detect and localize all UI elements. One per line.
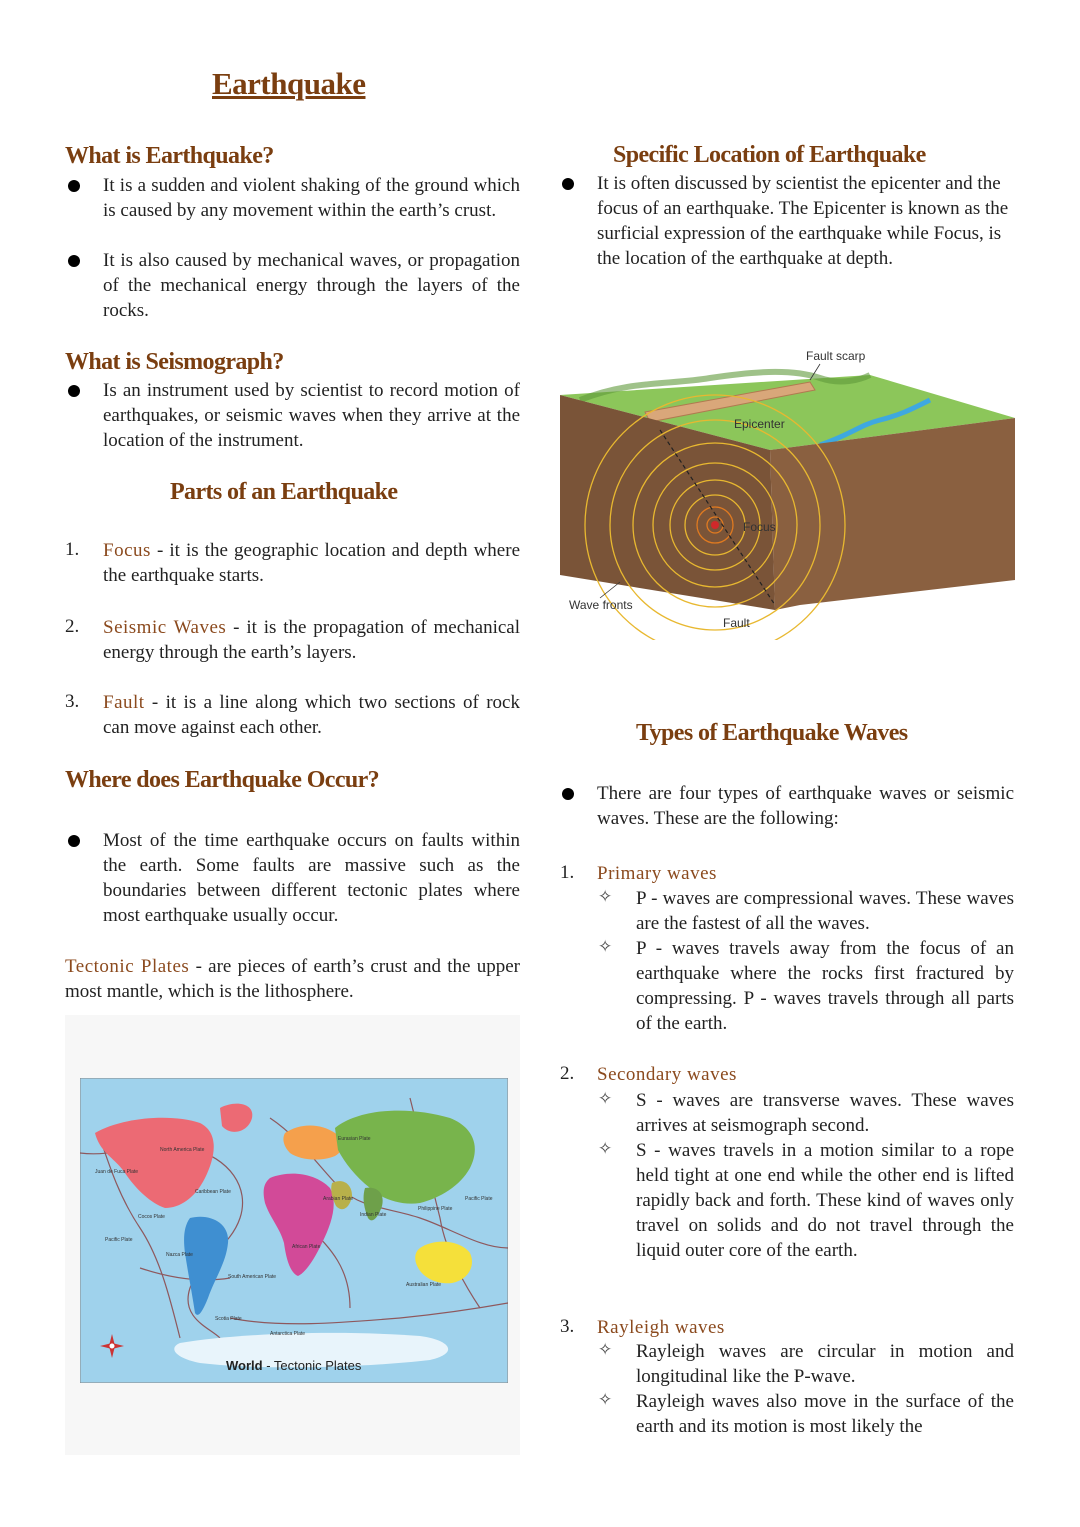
tectonic-term: Tectonic Plates	[65, 956, 190, 977]
part-text: - it is the geographic location and depth where the earthquake starts.	[103, 540, 520, 586]
tectonic-text: - are pieces of earth’s crust and the upper most mantle, which is the lithosphere.	[65, 956, 520, 1002]
map-label: North America Plate	[160, 1147, 205, 1153]
diagram-label-fault: Fault	[723, 616, 750, 630]
wave-name-secondary: Secondary waves	[597, 1064, 737, 1085]
star-bullet-icon: ✧	[598, 1139, 613, 1158]
map-label: Cocos Plate	[138, 1214, 165, 1220]
map-caption-bold: World	[226, 1358, 263, 1373]
focus-point	[711, 521, 719, 529]
what-is-bullet-1: It is a sudden and violent shaking of the ground which is caused by any movement within the earth’s crust.	[103, 175, 520, 221]
list-number: 1.	[65, 539, 80, 560]
map-label: Scotia Plate	[215, 1316, 242, 1322]
tectonic-plates-map	[80, 1078, 508, 1383]
map-label: African Plate	[292, 1244, 321, 1250]
list-number: 2.	[65, 616, 80, 637]
wave-point: P - waves are compressional waves. These waves are the fastest of all the waves.	[636, 888, 1014, 934]
wave-point: P - waves travels away from the focus of an earthquake where the rocks first fractured by compressing. P - waves travels through all parts of the earth.	[636, 938, 1014, 1034]
bullet-icon	[68, 180, 80, 192]
seismograph-heading: What is Seismograph?	[65, 349, 284, 375]
bullet-icon	[68, 255, 80, 267]
list-number: 2.	[560, 1063, 575, 1084]
parts-heading: Parts of an Earthquake	[170, 479, 398, 505]
where-heading: Where does Earthquake Occur?	[65, 767, 380, 793]
part-term: Focus	[103, 540, 151, 561]
map-caption-rest: - Tectonic Plates	[262, 1358, 362, 1373]
list-number: 1.	[560, 862, 575, 883]
bullet-icon	[68, 385, 80, 397]
map-label: Pacific Plate	[105, 1237, 133, 1243]
part-fault	[103, 690, 520, 740]
wave-point: S - waves are transverse waves. These waves arrives at seismograph second.	[636, 1090, 1014, 1136]
diagram-label-fault-scarp: Fault scarp	[806, 349, 866, 363]
part-term: Fault	[103, 692, 145, 713]
bullet-icon	[68, 835, 80, 847]
map-label: Caribbean Plate	[195, 1189, 231, 1195]
map-label: Antarctica Plate	[270, 1331, 306, 1337]
location-heading: Specific Location of Earthquake	[613, 142, 926, 168]
part-seismic-waves	[103, 615, 520, 665]
star-bullet-icon: ✧	[598, 1089, 613, 1108]
wave-point: Rayleigh waves also move in the surface of the earth and its motion is most likely the	[636, 1391, 1014, 1437]
what-is-bullet-2: It is also caused by mechanical waves, or propagation of the mechanical energy through the layers of the rocks.	[103, 250, 520, 321]
bullet-icon	[562, 178, 574, 190]
diagram-label-wave-fronts: Wave fronts	[569, 598, 633, 612]
star-bullet-icon: ✧	[598, 887, 613, 906]
map-label: Pacific Plate	[465, 1196, 493, 1202]
star-bullet-icon: ✧	[598, 937, 613, 956]
types-intro: There are four types of earthquake waves or seismic waves. These are the following:	[597, 783, 1014, 829]
side-face	[770, 418, 1015, 610]
tectonic-plates-definition	[65, 954, 520, 1004]
wave-point: Rayleigh waves are circular in motion and longitudinal like the P-wave.	[636, 1341, 1014, 1387]
bullet-icon	[562, 788, 574, 800]
map-label: South American Plate	[228, 1274, 277, 1280]
map-caption	[226, 1358, 362, 1373]
wave-name-rayleigh: Rayleigh waves	[597, 1317, 725, 1338]
earthquake-fault-diagram	[560, 340, 1020, 640]
page-title: Earthquake	[212, 66, 366, 101]
map-label: Eurasian Plate	[338, 1136, 371, 1142]
part-text: - it is the propagation of mechanical energy through the earth’s layers.	[103, 617, 520, 663]
map-label: Juan de Fuca Plate	[95, 1169, 139, 1175]
list-number: 3.	[65, 691, 80, 712]
part-term: Seismic Waves	[103, 617, 227, 638]
star-bullet-icon: ✧	[598, 1390, 613, 1409]
seismograph-bullet: Is an instrument used by scientist to record motion of earthquakes, or seismic waves when they arrive at the location of the instrument.	[103, 380, 520, 451]
map-label: Nazca Plate	[166, 1252, 193, 1258]
diagram-label-focus: Focus	[743, 520, 776, 534]
list-number: 3.	[560, 1316, 575, 1337]
diagram-label-epicenter: Epicenter	[734, 417, 785, 431]
wave-name-primary: Primary waves	[597, 863, 717, 884]
part-text: - it is a line along which two sections of rock can move against each other.	[103, 692, 520, 738]
map-label: Indian Plate	[360, 1212, 387, 1218]
wave-point: S - waves travels in a motion similar to a rope held tight at one end while the other end is lifted rapidly back and forth. These kind of waves only travel on solids and do not travel through the liquid outer core of the earth.	[636, 1140, 1014, 1261]
part-focus	[103, 538, 520, 588]
where-bullet: Most of the time earthquake occurs on faults within the earth. Some faults are massive such as the boundaries between different tectonic plates where most earthquake usually occur.	[103, 830, 520, 926]
map-label: Australian Plate	[406, 1282, 442, 1288]
map-label: Arabian Plate	[323, 1196, 354, 1202]
location-bullet: It is often discussed by scientist the epicenter and the focus of an earthquake. The Epicenter is known as the surficial expression of the earthquake while Focus, is the location of the earthquake at depth.	[597, 173, 1009, 269]
what-is-heading: What is Earthquake?	[65, 143, 274, 169]
star-bullet-icon: ✧	[598, 1340, 613, 1359]
types-heading: Types of Earthquake Waves	[636, 720, 908, 746]
map-label: Philippine Plate	[418, 1206, 453, 1212]
